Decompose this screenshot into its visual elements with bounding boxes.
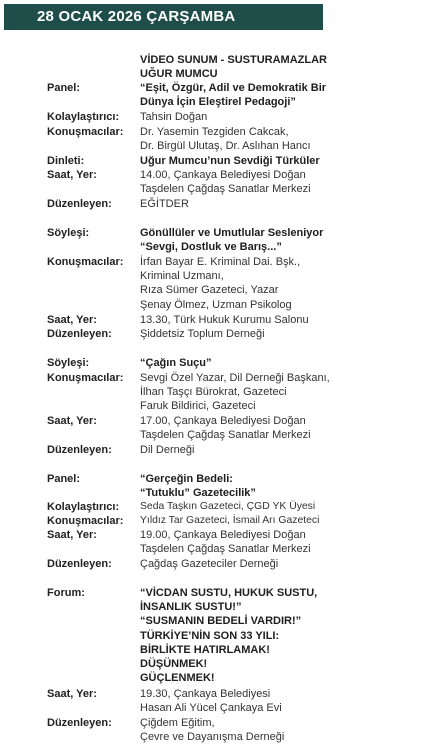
organizer-label: Düzenleyen:: [47, 717, 112, 729]
time-place-label: Saat, Yer:: [47, 415, 97, 427]
speakers-value: Sevgi Özel Yazar, Dil Derneği Başkanı, İlhan Taşçı Bürokrat, Gazeteci Faruk Bildirici, Gazeteci: [140, 372, 330, 413]
speakers-value: Yıldız Tar Gazeteci, İsmail Arı Gazeteci: [140, 515, 320, 526]
time-place-label: Saat, Yer:: [47, 688, 97, 700]
time-place-label: Saat, Yer:: [47, 169, 97, 181]
moderator-value: Seda Taşkın Gazeteci, ÇGD YK Üyesi: [140, 501, 316, 512]
panel-value: “Gerçeğin Bedeli: “Tutuklu” Gazetecilik”: [140, 473, 256, 500]
organizer-label: Düzenleyen:: [47, 444, 112, 456]
organizer-label: Düzenleyen:: [47, 558, 112, 570]
talk-value: Gönüllüler ve Umutlular Sesleniyor “Sevgi, Dostluk ve Barış...”: [140, 227, 324, 254]
forum-label: Forum:: [47, 587, 85, 599]
speakers-label: Konuşmacılar:: [47, 256, 124, 268]
time-place-label: Saat, Yer:: [47, 529, 97, 541]
organizer-label: Düzenleyen:: [47, 328, 112, 340]
talk-value: “Çağın Suçu”: [140, 357, 212, 369]
organizer-value: Dil Derneği: [140, 444, 195, 456]
panel-label: Panel:: [47, 473, 81, 485]
speakers-value: İrfan Bayar E. Kriminal Dai. Bşk., Kriminal Uzmanı, Rıza Sümer Gazeteci, Yazar Şenay Ölmez, Uzman Psikolog: [140, 256, 301, 311]
speakers-label: Konuşmacılar:: [47, 126, 124, 138]
date-header: 28 OCAK 2026 ÇARŞAMBA: [4, 4, 323, 30]
speakers-value: Dr. Yasemin Tezgiden Cakcak, Dr. Birgül Ulutaş, Dr. Aslıhan Hancı: [140, 126, 311, 153]
time-place-value: 13.30, Türk Hukuk Kurumu Salonu: [140, 314, 309, 326]
time-place-label: Saat, Yer:: [47, 314, 97, 326]
moderator-value: Tahsin Doğan: [140, 111, 208, 123]
talk-label: Söyleşi:: [47, 227, 90, 239]
organizer-value: Çağdaş Gazeteciler Derneği: [140, 558, 279, 570]
speakers-label: Konuşmacılar:: [47, 372, 124, 384]
time-place-value: 19.30, Çankaya Belediyesi Hasan Ali Yücel Çankaya Evi: [140, 688, 282, 715]
forum-value: “VİCDAN SUSTU, HUKUK SUSTU, İNSANLIK SUSTU!” “SUSMANIN BEDELİ VARDIR!” TÜRKİYE’NİN SON 33 YILI: BİRLİKTE HATIRLAMAK! DÜŞÜNMEK! GÜÇLENMEK!: [140, 587, 318, 685]
organizer-value: EĞİTDER: [140, 198, 189, 210]
time-place-value: 14.00, Çankaya Belediyesi Doğan Taşdelen Çağdaş Sanatlar Merkezi: [140, 169, 311, 196]
organizer-value: Çiğdem Eğitim, Çevre ve Dayanışma Derneği: [140, 717, 285, 744]
event-title: VİDEO SUNUM - SUSTURAMAZLAR UĞUR MUMCU: [140, 54, 327, 81]
talk-label: Söyleşi:: [47, 357, 90, 369]
panel-label: Panel:: [47, 82, 81, 94]
moderator-label: Kolaylaştırıcı:: [47, 501, 120, 513]
moderator-label: Kolaylaştırıcı:: [47, 111, 120, 123]
recital-label: Dinleti:: [47, 155, 85, 167]
time-place-value: 19.00, Çankaya Belediyesi Doğan Taşdelen Çağdaş Sanatlar Merkezi: [140, 529, 311, 556]
time-place-value: 17.00, Çankaya Belediyesi Doğan Taşdelen Çağdaş Sanatlar Merkezi: [140, 415, 311, 442]
organizer-label: Düzenleyen:: [47, 198, 112, 210]
speakers-label: Konuşmacılar:: [47, 515, 124, 527]
panel-value: “Eşit, Özgür, Adil ve Demokratik Bir Dünya İçin Eleştirel Pedagoji”: [140, 82, 327, 109]
recital-value: Uğur Mumcu’nun Sevdiği Türküler: [140, 155, 320, 167]
organizer-value: Şiddetsiz Toplum Derneği: [140, 328, 265, 340]
